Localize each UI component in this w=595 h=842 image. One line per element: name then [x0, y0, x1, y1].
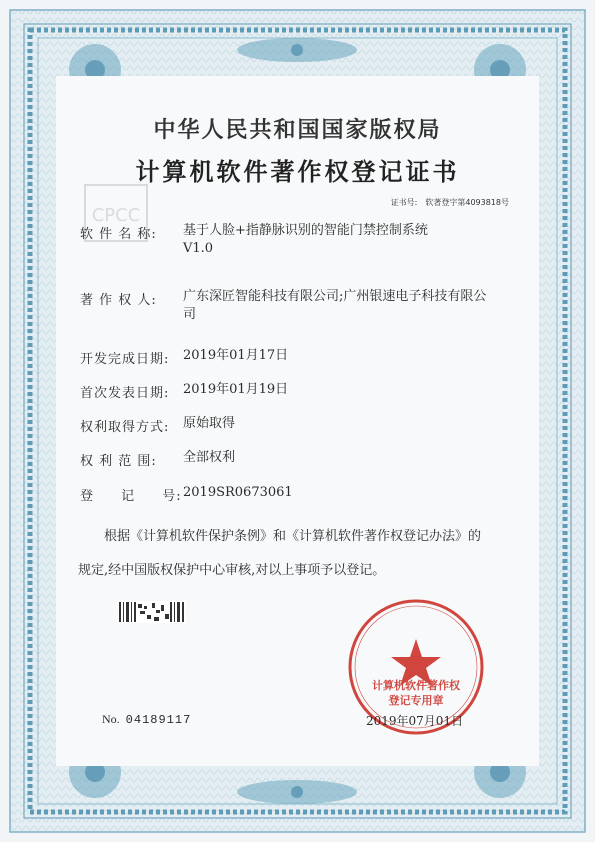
document-serial	[102, 712, 191, 727]
field-label-copyright-owner: 著 作 权 人:	[80, 293, 157, 308]
serial-label: No.	[102, 712, 120, 726]
software-name-line2: V1.0	[183, 241, 214, 256]
field-label-software-name: 软 件 名 称:	[80, 227, 157, 242]
field-value-rights-scope: 全部权利	[183, 450, 236, 465]
seal-text-line1: 计算机软件著作权	[372, 679, 460, 692]
certificate-number-label: 证书号:	[390, 198, 418, 207]
serial-value: 04189117	[125, 713, 192, 727]
field-value-completion-date: 2019年01月17日	[183, 348, 289, 363]
copyright-owner-line1: 广东深匠智能科技有限公司;广州银速电子科技有限公	[183, 289, 487, 304]
field-value-copyright-owner	[183, 288, 538, 324]
legal-basis-line1: 根据《计算机软件保护条例》和《计算机软件著作权登记办法》的	[104, 529, 482, 544]
issuing-authority: 中华人民共和国国家版权局	[153, 117, 442, 143]
field-label-completion-date: 开发完成日期:	[80, 352, 170, 367]
certificate-number-value: 软著登字第4093818号	[425, 198, 509, 207]
seal-text-line2: 登记专用章	[388, 694, 444, 707]
svg-text:CPCC: CPCC	[91, 205, 141, 226]
field-value-acquisition-method: 原始取得	[183, 416, 236, 431]
field-label-rights-scope: 权 利 范 围:	[80, 454, 157, 469]
certificate-title: 计算机软件著作权登记证书	[135, 157, 460, 186]
barcode-icon	[118, 601, 186, 623]
copyright-owner-line2: 司	[183, 307, 197, 322]
legal-basis-line2: 规定,经中国版权保护中心审核,对以上事项予以登记。	[78, 563, 386, 578]
field-label-registration-number: 登 记 号:	[80, 489, 182, 504]
field-label-publication-date: 首次发表日期:	[80, 386, 170, 401]
field-label-acquisition-method: 权利取得方式:	[80, 420, 170, 435]
software-name-line1: 基于人脸+指静脉识别的智能门禁控制系统	[183, 223, 428, 238]
field-value-software-name	[183, 222, 538, 258]
field-value-registration-number: 2019SR0673061	[183, 485, 293, 500]
field-value-publication-date: 2019年01月19日	[183, 382, 289, 397]
certificate-number	[391, 197, 509, 208]
issue-date: 2019年07月01日	[366, 714, 464, 728]
